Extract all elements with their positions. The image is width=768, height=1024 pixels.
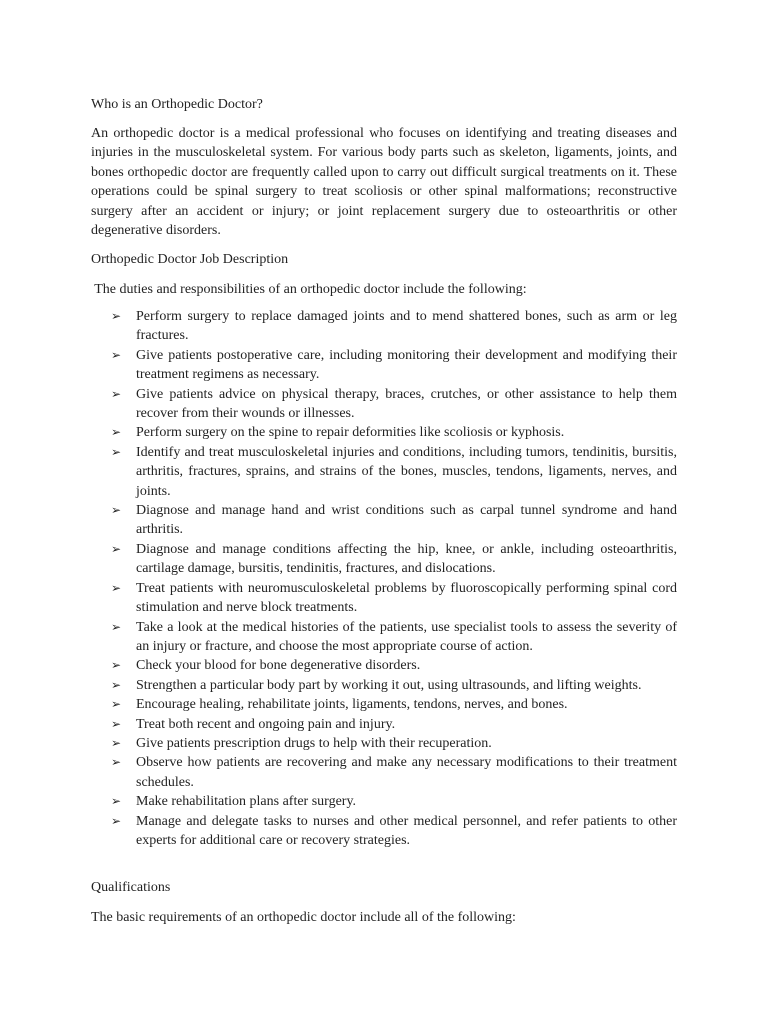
duty-list-item [0,618,768,657]
duty-text: Encourage healing, rehabilitate joints, ligaments, tendons, nerves, and bones. [136,697,568,713]
arrow-bullet-icon: ➢ [111,735,122,750]
arrow-bullet-icon: ➢ [111,503,122,518]
duty-list-item [0,385,768,424]
duty-text: Check your blood for bone degenerative disorders. [136,658,421,674]
arrow-bullet-icon: ➢ [111,580,122,595]
duty-list-item [0,715,768,734]
qualifications-intro: The basic requirements of an orthopedic doctor include all of the following: [91,910,516,925]
duty-text: Strengthen a particular body part by working it out, using ultrasounds, and lifting weights. [136,677,642,693]
arrow-bullet-icon: ➢ [111,716,122,731]
arrow-bullet-icon: ➢ [111,677,122,692]
arrow-bullet-icon: ➢ [111,813,122,828]
arrow-bullet-icon: ➢ [111,755,122,770]
duty-list-item [0,734,768,753]
arrow-bullet-icon: ➢ [111,794,122,809]
duty-list-item [0,792,768,811]
duty-text: Treat both recent and ongoing pain and injury. [136,716,396,732]
duty-list-item [0,540,768,579]
duty-text: Give patients prescription drugs to help with their recuperation. [136,735,492,751]
duties-list [0,307,768,850]
duty-text: Observe how patients are recovering and make any necessary modifications to their treatment schedules. [136,755,677,790]
duty-list-item [0,423,768,442]
duty-list-item [0,501,768,540]
duty-list-item [0,695,768,714]
duty-list-item [0,753,768,792]
duty-list-item [0,579,768,618]
heading-job-description: Orthopedic Doctor Job Description [91,252,289,267]
arrow-bullet-icon: ➢ [111,444,122,459]
duty-text: Treat patients with neuromusculoskeletal problems by fluoroscopically performing spinal cord stimulation and nerve block treatments. [136,580,677,616]
duty-text: Identify and treat musculoskeletal injuries and conditions, including tumors, tendinitis, bursitis, arthritis, fractures, sprains, and strains of the bones, muscles, tendons, ligaments, nerves, and joints. [136,444,677,499]
duty-list-item [0,443,768,501]
duty-list-item [0,656,768,675]
duty-list-item [0,676,768,695]
duty-text: Diagnose and manage hand and wrist conditions such as carpal tunnel syndrome and hand arthritis. [136,503,677,538]
duty-text: Take a look at the medical histories of the patients, use specialist tools to assess the severity of an injury or fracture, and choose the most appropriate course of action. [136,619,677,654]
duty-text: Perform surgery on the spine to repair deformities like scoliosis or kyphosis. [136,425,565,441]
duties-intro: The duties and responsibilities of an orthopedic doctor include the following: [91,282,527,297]
arrow-bullet-icon: ➢ [111,309,122,323]
arrow-bullet-icon: ➢ [111,347,122,362]
duty-text: Give patients postoperative care, including monitoring their development and modifying their treatment regimens as necessary. [136,347,677,383]
arrow-bullet-icon: ➢ [111,619,122,634]
arrow-bullet-icon: ➢ [111,386,122,401]
heading-who-is-orthopedic-doctor: Who is an Orthopedic Doctor? [91,97,263,112]
intro-paragraph: An orthopedic doctor is a medical professional who focuses on identifying and treating diseases and injuries in the musculoskeletal system. For various body parts such as skeleton, ligaments, joints, and bones orthopedic doctor are frequently called upon to carry out difficult surgical treatments on it. These operations could be spinal surgery to treat scoliosis or other spinal malformations; reconstructive surgery after an accident or injury; or joint replacement surgery due to osteoarthritis or other degenerative disorders. [91,126,677,239]
duty-list-item [0,346,768,385]
duty-list-item [0,812,768,851]
arrow-bullet-icon: ➢ [111,541,122,556]
duty-text: Manage and delegate tasks to nurses and other medical personnel, and refer patients to other experts for additional care or recovery strategies. [136,813,677,848]
duty-text: Make rehabilitation plans after surgery. [136,794,357,810]
duty-text: Give patients advice on physical therapy, braces, crutches, or other assistance to help them recover from their wounds or illnesses. [136,386,677,422]
arrow-bullet-icon: ➢ [111,697,122,712]
heading-qualifications: Qualifications [91,880,171,895]
arrow-bullet-icon: ➢ [111,658,122,673]
duty-text: Diagnose and manage conditions affecting the hip, knee, or ankle, including osteoarthritis, cartilage damage, bursitis, tendinitis, fractures, and dislocations. [136,541,677,577]
duty-text: Perform surgery to replace damaged joints and to mend shattered bones, such as arm or leg fractures. [136,309,677,344]
arrow-bullet-icon: ➢ [111,425,122,440]
duty-list-item [0,307,768,346]
